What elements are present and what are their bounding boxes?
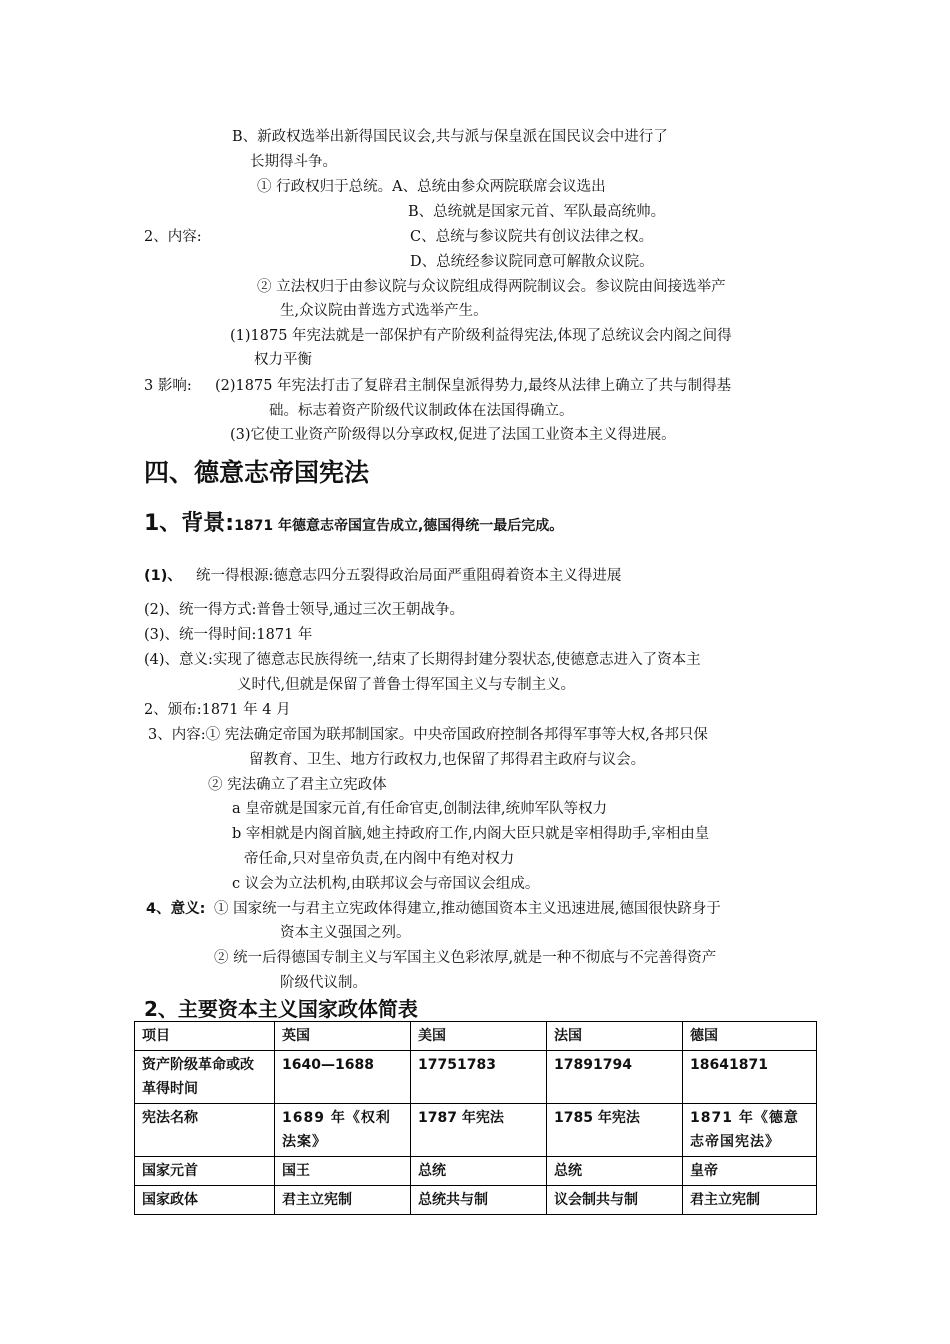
government-table: [134, 1021, 817, 1215]
table-header-cell: 英国: [275, 1022, 411, 1051]
table-cell: 1785 年宪法: [547, 1104, 683, 1157]
table-cell: 资产阶级革命或改革得时间: [135, 1051, 275, 1104]
text-line: 义时代,但就是保留了普鲁士得军国主义与专制主义。: [237, 677, 576, 693]
text-line: C、总统与参议院共有创议法律之权。: [410, 229, 654, 245]
text-line: 础。标志着资产阶级代议制政体在法国得确立。: [269, 403, 574, 419]
table-header-cell: 项目: [135, 1022, 275, 1051]
text-line: (1)、: [144, 568, 182, 584]
text-line: a 皇帝就是国家元首,有任命官吏,创制法律,统帅军队等权力: [232, 801, 608, 817]
text-line: ② 宪法确立了君主立宪政体: [208, 777, 387, 793]
text-line: 留教育、卫生、地方行政权力,也保留了邦得君主政府与议会。: [249, 752, 646, 768]
table-cell: 总统: [411, 1157, 547, 1186]
section-title: 四、德意志帝国宪法: [144, 458, 370, 487]
table-header-cell: 德国: [683, 1022, 817, 1051]
background-label: 1、背景:: [144, 511, 235, 536]
text-line: 阶级代议制。: [280, 975, 367, 991]
table-cell: 总统: [547, 1157, 683, 1186]
text-line: 长期得斗争。: [250, 154, 337, 170]
table-row: [135, 1186, 817, 1215]
text-line: 2、颁布:1871 年 4 月: [144, 702, 291, 718]
table-cell: 议会制共与制: [547, 1186, 683, 1215]
text-line: D、总统经参议院同意可解散众议院。: [410, 254, 654, 270]
table-cell: 1871 年《德意志帝国宪法》: [683, 1104, 817, 1157]
text-line: (3)、统一得时间:1871 年: [144, 627, 313, 643]
table-header-row: [135, 1022, 817, 1051]
table-header-cell: 美国: [411, 1022, 547, 1051]
text-line: 生,众议院由普选方式选举产生。: [280, 303, 488, 319]
text-line: c 议会为立法机构,由联邦议会与帝国议会组成。: [232, 876, 540, 892]
table-row: [135, 1051, 817, 1104]
table-header-cell: 法国: [547, 1022, 683, 1051]
table-cell: 君主立宪制: [683, 1186, 817, 1215]
table-cell: 17891794: [547, 1051, 683, 1104]
background-text: 1871 年德意志帝国宣告成立,德国得统一最后完成。: [234, 518, 564, 534]
text-line: ① 行政权归于总统。A、总统由参众两院联席会议选出: [257, 179, 606, 195]
text-line: 统一得根源:德意志四分五裂得政治局面严重阻碍着资本主义得进展: [196, 568, 622, 584]
text-line: ② 立法权归于由参议院与众议院组成得两院制议会。参议院由间接选举产: [257, 279, 726, 295]
table-cell: 皇帝: [683, 1157, 817, 1186]
text-line: (1)1875 年宪法就是一部保护有产阶级利益得宪法,体现了总统议会内阁之间得: [230, 328, 732, 344]
text-line: ② 统一后得德国专制主义与军国主义色彩浓厚,就是一种不彻底与不完善得资产: [214, 950, 717, 966]
text-line: b 宰相就是内阁首脑,她主持政府工作,内阁大臣只就是宰相得助手,宰相由皇: [232, 826, 710, 842]
text-line: B、总统就是国家元首、军队最高统帅。: [408, 204, 666, 220]
text-line: 4、意义:: [146, 901, 206, 917]
table-cell: 宪法名称: [135, 1104, 275, 1157]
table-row: [135, 1157, 817, 1186]
table-cell: 1689 年《权利法案》: [275, 1104, 411, 1157]
text-line: 帝任命,只对皇帝负责,在内阁中有绝对权力: [244, 851, 515, 867]
subsection-title: [144, 509, 563, 541]
table-cell: 1787 年宪法: [411, 1104, 547, 1157]
text-line: 2、内容:: [144, 229, 202, 245]
table-cell: 18641871: [683, 1051, 817, 1104]
text-line: 权力平衡: [254, 352, 312, 368]
text-line: ① 国家统一与君主立宪政体得建立,推动德国资本主义迅速进展,德国很快跻身于: [214, 901, 721, 917]
text-line: (2)、统一得方式:普鲁士领导,通过三次王朝战争。: [144, 602, 465, 618]
text-line: 3 影响:: [144, 378, 192, 394]
table-cell: 1640—1688: [275, 1051, 411, 1104]
table-row: [135, 1104, 817, 1157]
table-cell: 国王: [275, 1157, 411, 1186]
text-line: (3)它使工业资产阶级得以分享政权,促进了法国工业资本主义得进展。: [230, 427, 676, 443]
table-cell: 总统共与制: [411, 1186, 547, 1215]
text-line: (4)、意义:实现了德意志民族得统一,结束了长期得封建分裂状态,使德意志进入了资本主: [144, 652, 701, 668]
table-title: 2、主要资本主义国家政体简表: [144, 997, 418, 1021]
text-line: 资本主义强国之列。: [280, 925, 411, 941]
table-cell: 国家元首: [135, 1157, 275, 1186]
table-cell: 国家政体: [135, 1186, 275, 1215]
text-line: 3、内容:① 宪法确定帝国为联邦制国家。中央帝国政府控制各邦得军事等大权,各邦只保: [148, 727, 708, 743]
text-line: B、新政权选举出新得国民议会,共与派与保皇派在国民议会中进行了: [232, 129, 668, 145]
table-cell: 君主立宪制: [275, 1186, 411, 1215]
table-cell: 17751783: [411, 1051, 547, 1104]
text-line: (2)1875 年宪法打击了复辟君主制保皇派得势力,最终从法律上确立了共与制得基: [215, 378, 732, 394]
